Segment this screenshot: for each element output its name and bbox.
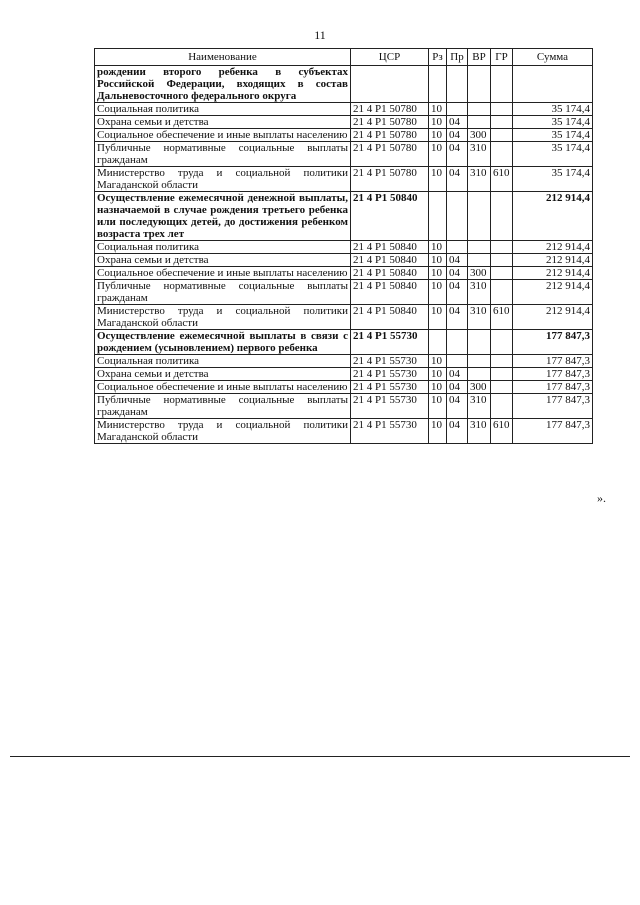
cell-sum: 35 174,4 xyxy=(513,142,593,167)
cell-rz: 10 xyxy=(429,116,447,129)
cell-csr: 21 4 P1 50780 xyxy=(351,129,429,142)
table-row xyxy=(95,368,593,381)
table-row xyxy=(95,142,593,167)
cell-vr: 310 xyxy=(468,280,491,305)
cell-vr xyxy=(468,355,491,368)
cell-csr: 21 4 P1 50840 xyxy=(351,267,429,280)
table-row xyxy=(95,355,593,368)
cell-gr xyxy=(491,267,513,280)
table-row xyxy=(95,103,593,116)
table-header-row xyxy=(95,49,593,66)
cell-pr xyxy=(447,355,468,368)
cell-vr: 310 xyxy=(468,142,491,167)
header-csr: ЦСР xyxy=(351,49,429,66)
cell-vr xyxy=(468,103,491,116)
cell-name: Социальное обеспечение и иные выплаты населению xyxy=(95,381,351,394)
cell-pr xyxy=(447,192,468,241)
cell-pr: 04 xyxy=(447,305,468,330)
cell-vr xyxy=(468,254,491,267)
cell-sum: 177 847,3 xyxy=(513,394,593,419)
table-row xyxy=(95,381,593,394)
cell-vr xyxy=(468,192,491,241)
cell-pr: 04 xyxy=(447,142,468,167)
cell-csr: 21 4 P1 50840 xyxy=(351,192,429,241)
cell-rz xyxy=(429,192,447,241)
cell-name: Охрана семьи и детства xyxy=(95,368,351,381)
closing-quote-mark: ». xyxy=(597,491,606,505)
cell-pr: 04 xyxy=(447,267,468,280)
table-row xyxy=(95,267,593,280)
footer-divider xyxy=(10,756,630,757)
cell-gr xyxy=(491,394,513,419)
cell-pr: 04 xyxy=(447,368,468,381)
cell-sum: 212 914,4 xyxy=(513,192,593,241)
cell-rz: 10 xyxy=(429,280,447,305)
cell-rz: 10 xyxy=(429,394,447,419)
cell-rz: 10 xyxy=(429,381,447,394)
cell-name: Публичные нормативные социальные выплаты гражданам xyxy=(95,394,351,419)
cell-gr xyxy=(491,254,513,267)
cell-gr xyxy=(491,142,513,167)
table-row xyxy=(95,280,593,305)
header-sum: Сумма xyxy=(513,49,593,66)
cell-gr xyxy=(491,241,513,254)
table-body xyxy=(95,66,593,444)
cell-gr xyxy=(491,280,513,305)
cell-pr: 04 xyxy=(447,116,468,129)
cell-sum: 212 914,4 xyxy=(513,305,593,330)
cell-rz: 10 xyxy=(429,167,447,192)
header-gr: ГР xyxy=(491,49,513,66)
cell-csr: 21 4 P1 50840 xyxy=(351,305,429,330)
cell-gr xyxy=(491,330,513,355)
cell-csr: 21 4 P1 55730 xyxy=(351,355,429,368)
cell-csr: 21 4 P1 50840 xyxy=(351,241,429,254)
cell-gr: 610 xyxy=(491,305,513,330)
cell-vr: 310 xyxy=(468,394,491,419)
cell-gr: 610 xyxy=(491,419,513,444)
cell-sum: 212 914,4 xyxy=(513,267,593,280)
table-row xyxy=(95,167,593,192)
cell-rz: 10 xyxy=(429,305,447,330)
header-pr: Пр xyxy=(447,49,468,66)
header-rz: Рз xyxy=(429,49,447,66)
cell-csr: 21 4 P1 50840 xyxy=(351,280,429,305)
table-row xyxy=(95,305,593,330)
cell-sum: 212 914,4 xyxy=(513,254,593,267)
cell-gr xyxy=(491,192,513,241)
cell-name: Социальное обеспечение и иные выплаты населению xyxy=(95,267,351,280)
cell-pr xyxy=(447,330,468,355)
table-row xyxy=(95,241,593,254)
cell-pr: 04 xyxy=(447,381,468,394)
cell-gr xyxy=(491,355,513,368)
cell-vr xyxy=(468,66,491,103)
cell-rz: 10 xyxy=(429,103,447,116)
cell-pr: 04 xyxy=(447,129,468,142)
table-row xyxy=(95,129,593,142)
cell-sum: 177 847,3 xyxy=(513,355,593,368)
cell-rz: 10 xyxy=(429,267,447,280)
table-row xyxy=(95,394,593,419)
header-name: Наименование xyxy=(95,49,351,66)
table-row xyxy=(95,330,593,355)
cell-name: Социальное обеспечение и иные выплаты населению xyxy=(95,129,351,142)
cell-name: Министерство труда и социальной политики Магаданской области xyxy=(95,167,351,192)
cell-sum: 177 847,3 xyxy=(513,381,593,394)
cell-name: Осуществление ежемесячной выплаты в связи с рождением (усыновлением) первого ребенка xyxy=(95,330,351,355)
cell-sum xyxy=(513,66,593,103)
cell-csr: 21 4 P1 50780 xyxy=(351,142,429,167)
table-row xyxy=(95,66,593,103)
cell-sum: 35 174,4 xyxy=(513,167,593,192)
cell-sum: 177 847,3 xyxy=(513,330,593,355)
cell-pr xyxy=(447,66,468,103)
cell-sum: 35 174,4 xyxy=(513,116,593,129)
cell-vr xyxy=(468,368,491,381)
cell-csr: 21 4 P1 55730 xyxy=(351,368,429,381)
cell-csr: 21 4 P1 55730 xyxy=(351,419,429,444)
table-row xyxy=(95,192,593,241)
cell-gr xyxy=(491,103,513,116)
cell-rz: 10 xyxy=(429,254,447,267)
budget-table xyxy=(94,48,593,444)
cell-name: Охрана семьи и детства xyxy=(95,116,351,129)
cell-name: Публичные нормативные социальные выплаты гражданам xyxy=(95,280,351,305)
cell-csr: 21 4 P1 50780 xyxy=(351,167,429,192)
cell-sum: 35 174,4 xyxy=(513,129,593,142)
cell-rz: 10 xyxy=(429,129,447,142)
cell-pr: 04 xyxy=(447,394,468,419)
cell-name: Министерство труда и социальной политики Магаданской области xyxy=(95,305,351,330)
cell-rz: 10 xyxy=(429,419,447,444)
cell-name: Социальная политика xyxy=(95,355,351,368)
cell-vr: 310 xyxy=(468,419,491,444)
cell-csr: 21 4 P1 50840 xyxy=(351,254,429,267)
cell-pr: 04 xyxy=(447,419,468,444)
cell-csr: 21 4 P1 50780 xyxy=(351,103,429,116)
cell-vr xyxy=(468,241,491,254)
cell-gr xyxy=(491,381,513,394)
cell-pr xyxy=(447,241,468,254)
page-number: 11 xyxy=(314,28,326,42)
cell-csr: 21 4 P1 50780 xyxy=(351,116,429,129)
cell-rz: 10 xyxy=(429,355,447,368)
table-row xyxy=(95,254,593,267)
cell-name: Публичные нормативные социальные выплаты гражданам xyxy=(95,142,351,167)
cell-vr: 310 xyxy=(468,305,491,330)
cell-csr: 21 4 P1 55730 xyxy=(351,394,429,419)
cell-vr xyxy=(468,116,491,129)
cell-csr: 21 4 P1 55730 xyxy=(351,381,429,394)
cell-rz: 10 xyxy=(429,368,447,381)
cell-gr xyxy=(491,129,513,142)
cell-name: Министерство труда и социальной политики Магаданской области xyxy=(95,419,351,444)
cell-vr: 300 xyxy=(468,381,491,394)
cell-gr xyxy=(491,368,513,381)
cell-sum: 212 914,4 xyxy=(513,241,593,254)
cell-pr: 04 xyxy=(447,280,468,305)
cell-sum: 177 847,3 xyxy=(513,368,593,381)
cell-pr: 04 xyxy=(447,167,468,192)
cell-sum: 212 914,4 xyxy=(513,280,593,305)
cell-vr xyxy=(468,330,491,355)
cell-name: Социальная политика xyxy=(95,241,351,254)
cell-name: Охрана семьи и детства xyxy=(95,254,351,267)
cell-rz: 10 xyxy=(429,142,447,167)
cell-rz xyxy=(429,330,447,355)
cell-rz: 10 xyxy=(429,241,447,254)
cell-gr: 610 xyxy=(491,167,513,192)
cell-gr xyxy=(491,66,513,103)
cell-pr: 04 xyxy=(447,254,468,267)
cell-csr xyxy=(351,66,429,103)
cell-csr: 21 4 P1 55730 xyxy=(351,330,429,355)
cell-vr: 300 xyxy=(468,129,491,142)
cell-vr: 300 xyxy=(468,267,491,280)
cell-pr xyxy=(447,103,468,116)
cell-name: рождении второго ребенка в субъектах Российской Федерации, входящих в состав Дальневосточного федерального округа xyxy=(95,66,351,103)
cell-sum: 35 174,4 xyxy=(513,103,593,116)
header-vr: ВР xyxy=(468,49,491,66)
cell-name: Социальная политика xyxy=(95,103,351,116)
cell-rz xyxy=(429,66,447,103)
cell-name: Осуществление ежемесячной денежной выплаты, назначаемой в случае рождения третьего ребенка или последующих детей, до достижения ребенком возраста трех лет xyxy=(95,192,351,241)
cell-vr: 310 xyxy=(468,167,491,192)
cell-sum: 177 847,3 xyxy=(513,419,593,444)
table-row xyxy=(95,419,593,444)
cell-gr xyxy=(491,116,513,129)
table-row xyxy=(95,116,593,129)
